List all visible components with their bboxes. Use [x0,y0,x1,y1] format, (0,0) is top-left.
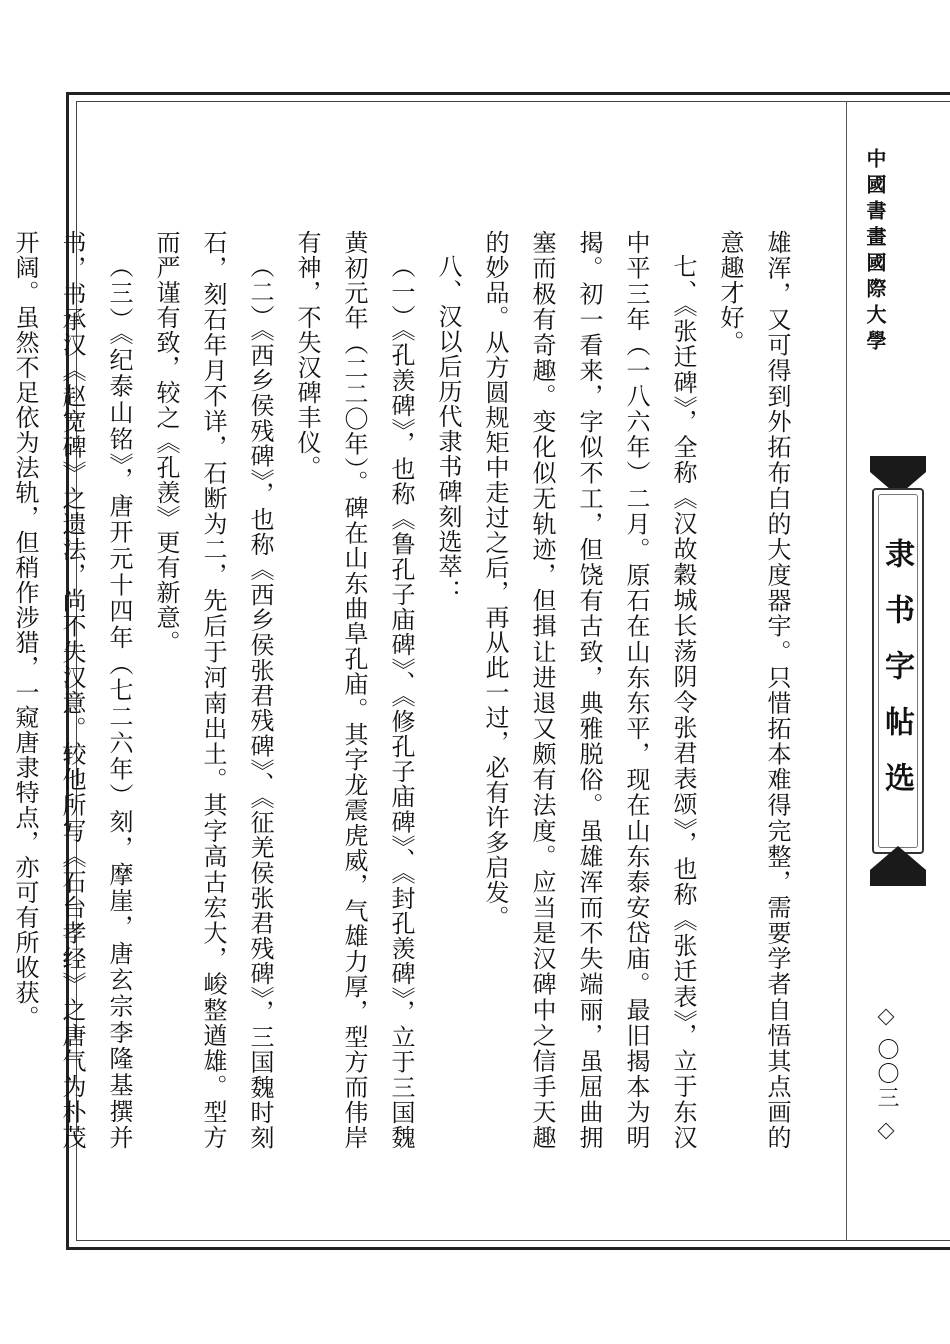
book-title: 隶书字帖选 [879,538,914,818]
paragraph-5: （二）《西乡侯残碑》，也称《西乡侯张君残碑》、《征羌侯张君残碑》，三国魏时刻石，刻石年月不详，石断为二，先后于河南出土。其字高古宏大，峻整遒雄。型方而严谨有致，较之《孔羡》更有新意。 [152,230,274,1150]
page-number: 〇〇三 [874,1038,899,1110]
diamond-ornament-icon [878,1009,895,1026]
page-number-block [862,1005,902,1143]
diamond-ornament-icon [878,1123,895,1140]
paragraph-6: （三）《纪泰山铭》，唐开元十四年（七二六年）刻，摩崖，唐玄宗李隆基撰并书，书承汉《赵宽碑》之遗法，尚不失汉意。较他所写《石台孝经》之唐气为朴茂开阔。虽然不足依为法轨，但稍作涉猎，一窥唐隶特点，亦可有所收获。 [11,230,133,1150]
paragraph-1: 雄浑，又可得到外拓布白的大度器宇。只惜拓本难得完整，需要学者自悟其点画的意趣才好。 [716,230,791,1150]
body-text [11,230,800,1150]
margin-rule [846,101,847,1241]
title-cartouche [864,456,932,886]
paragraph-4: （一）《孔羡碑》，也称《鲁孔子庙碑》、《修孔子庙碑》、《封孔羡碑》，立于三国魏黄初元年（二二〇年）。碑在山东曲阜孔庙。其字龙震虎威，气雄力厚，型方而伟岸有神，不失汉碑丰仪。 [293,230,415,1150]
paragraph-3: 八、汉以后历代隶书碑刻选萃： [434,254,462,604]
paragraph-2: 七、《张迁碑》，全称《汉故穀城长荡阴令张君表颂》，也称《张迁表》，立于东汉中平三年（一八六年）二月。原石在山东东平，现在山东泰安岱庙。最旧揭本为明揭。初一看来，字似不工，但饶有古致，典雅脱俗。虽雄浑而不失端丽，虽屈曲拥塞而极有奇趣。变化似无轨迹，但揖让进退又颇有法度。应当是汉碑中之信手天趣的妙品。从方圆规矩中走过之后，再从此一过，必有许多启发。 [481,230,697,1150]
publisher-header: 中國書畫國際大學 [863,148,887,356]
